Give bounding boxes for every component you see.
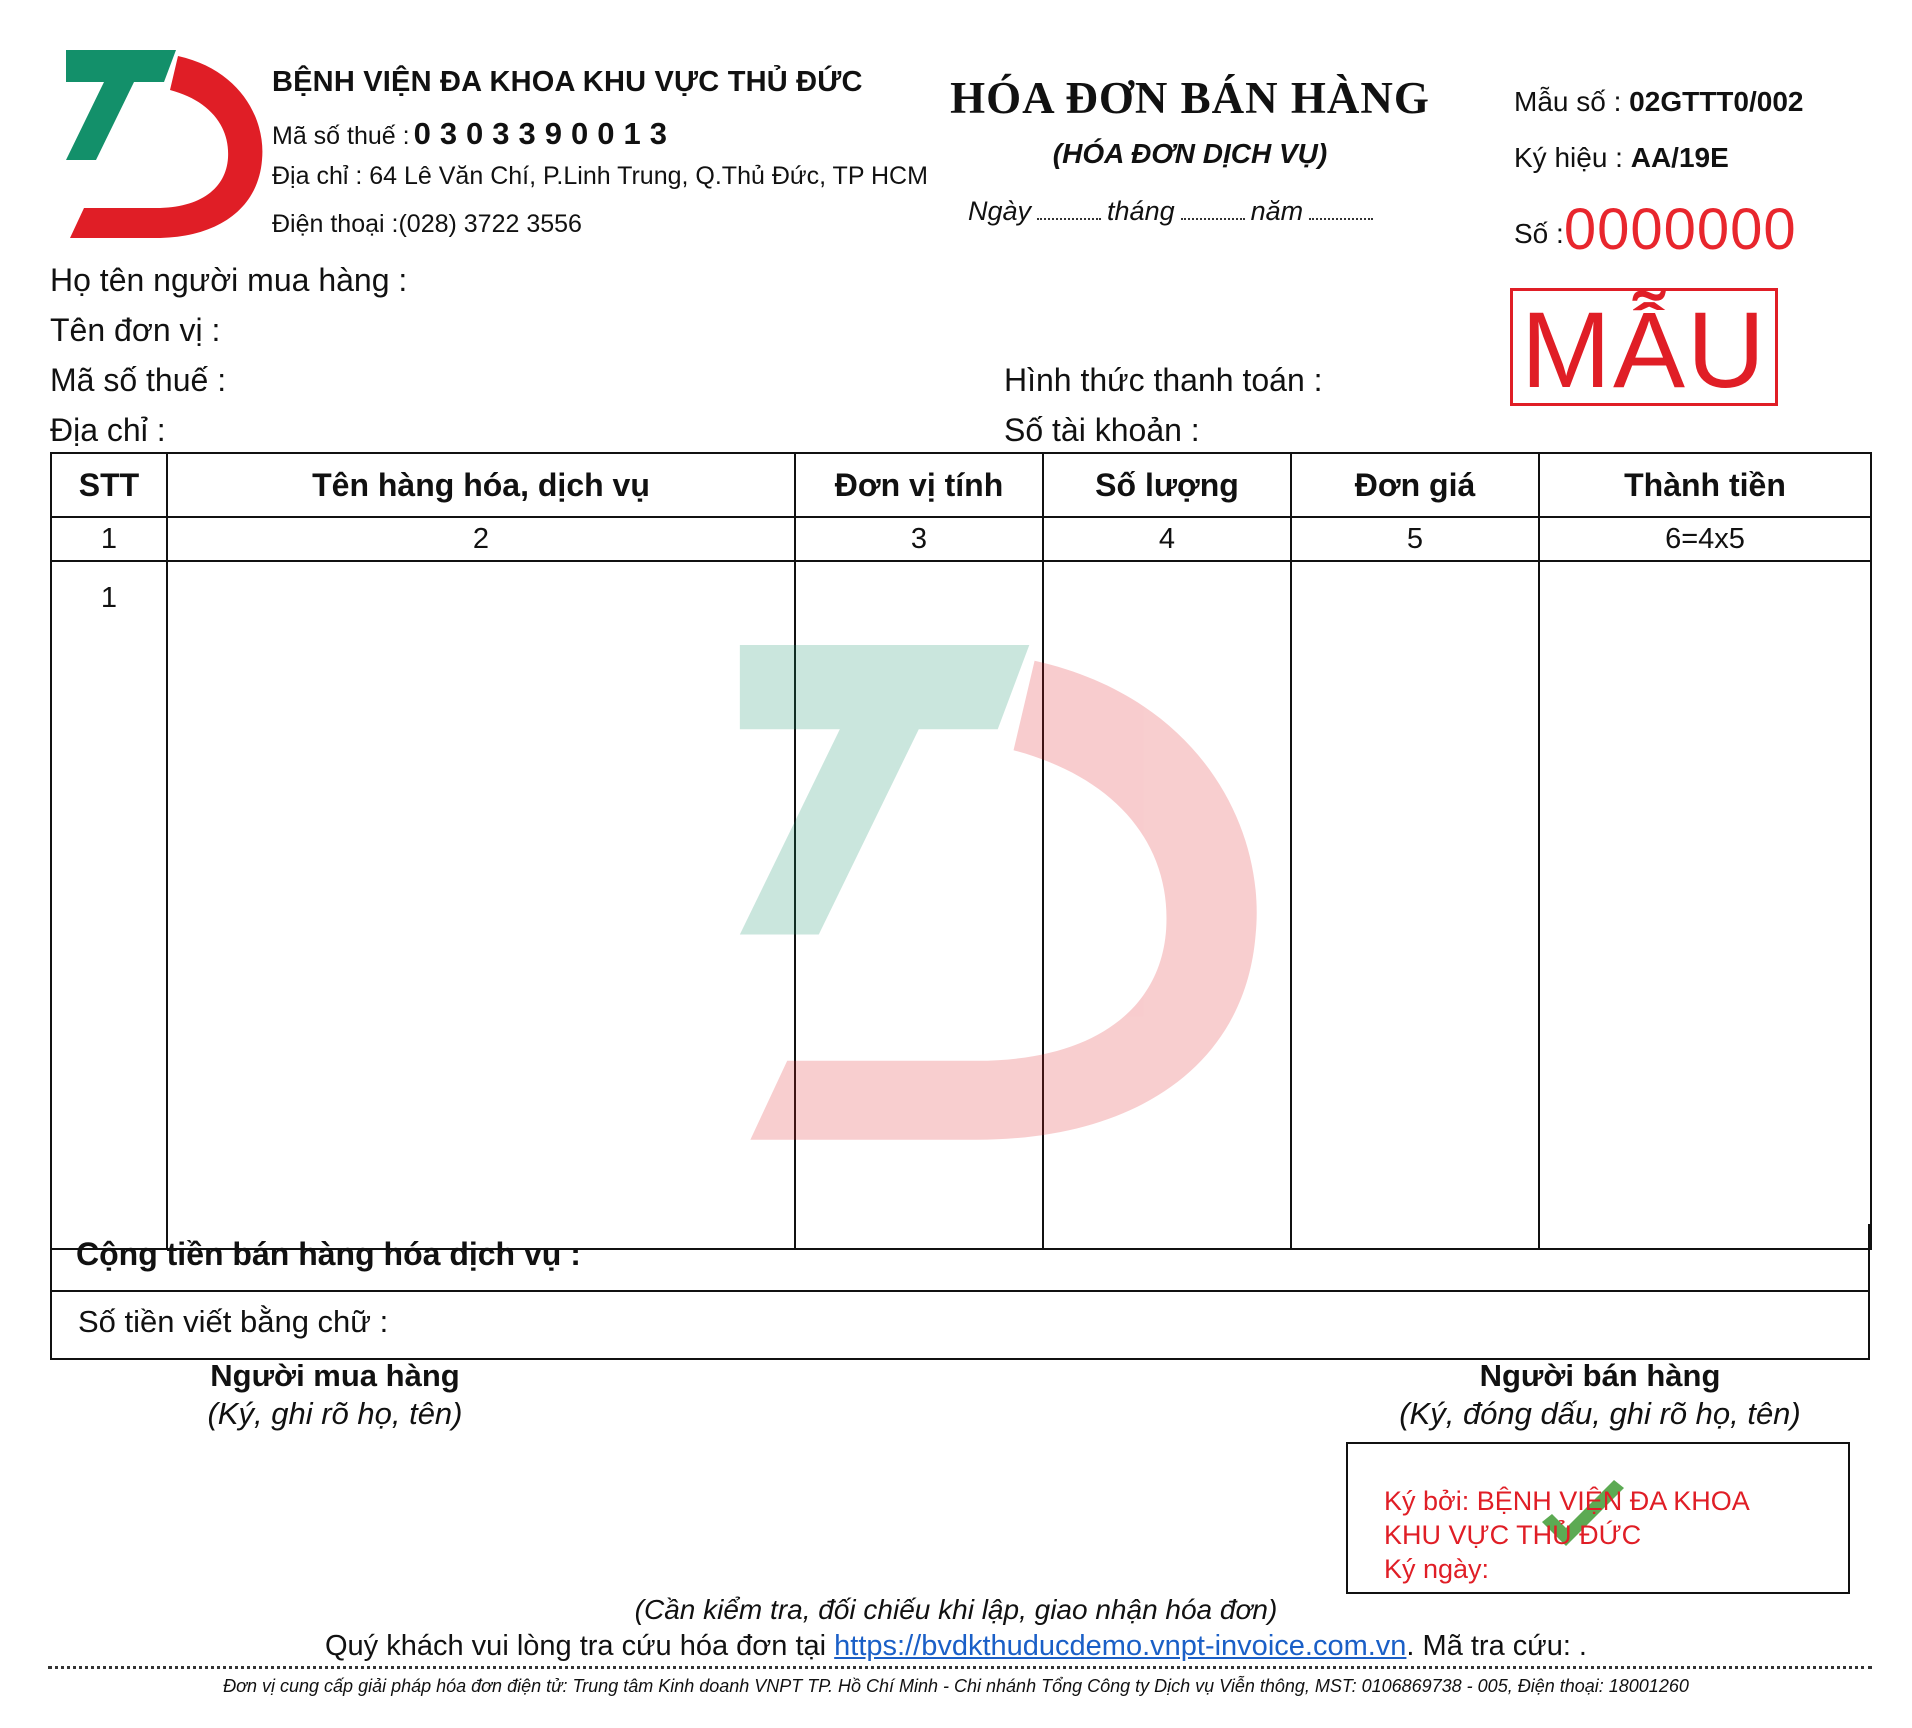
- lookup-suffix: . Mã tra cứu: .: [1406, 1630, 1587, 1662]
- date-day-label: Ngày: [968, 196, 1032, 226]
- lookup-prefix: Quý khách vui lòng tra cứu hóa đơn tại: [325, 1630, 827, 1662]
- seller-signature-note: (Ký, đóng dấu, ghi rõ họ, tên): [1399, 1396, 1801, 1431]
- invoice-subtitle: (HÓA ĐƠN DỊCH VỤ): [1052, 138, 1328, 169]
- row-item-name: [167, 561, 795, 1249]
- date-year-blank: [1309, 217, 1373, 220]
- footer-lookup-line: [0, 1630, 1912, 1663]
- invoice-date-line: [968, 196, 1379, 227]
- seller-tax: [272, 116, 676, 152]
- buyer-name-label: Họ tên người mua hàng :: [50, 262, 408, 298]
- signed-by-line1: Ký bởi: BỆNH VIỆN ĐA KHOA: [1384, 1486, 1750, 1516]
- buyer-tax-label: Mã số thuế :: [50, 362, 227, 398]
- header-unit: Đơn vị tính: [795, 453, 1043, 517]
- index-cell: 3: [795, 517, 1043, 561]
- seller-signature-title: Người bán hàng: [1479, 1358, 1721, 1393]
- symbol-value: AA/19E: [1630, 142, 1729, 173]
- totals-divider: [52, 1290, 1868, 1292]
- index-cell: 4: [1043, 517, 1291, 561]
- seller-address: Địa chỉ : 64 Lê Văn Chí, P.Linh Trung, Q.Thủ Đức, TP HCM: [272, 162, 928, 190]
- footer-divider: [48, 1666, 1872, 1669]
- seller-phone: Điện thoại :(028) 3722 3556: [272, 210, 582, 238]
- table-row: [51, 561, 1871, 1249]
- seller-tax-code: 0303390013: [413, 116, 676, 151]
- form-number: [1514, 86, 1803, 118]
- digital-signature-box: [1346, 1442, 1850, 1594]
- header-stt: STT: [51, 453, 167, 517]
- signed-by-line2: KHU VỰC THỦ ĐỨC: [1384, 1520, 1642, 1550]
- totals-box: [50, 1224, 1870, 1360]
- goods-table: [50, 452, 1872, 1250]
- row-unit-price: [1291, 561, 1539, 1249]
- header-amount: Thành tiền: [1539, 453, 1871, 517]
- buyer-signature-title: Người mua hàng: [210, 1358, 460, 1393]
- number-label: Số :: [1514, 218, 1564, 249]
- buyer-unit-label: Tên đơn vị :: [50, 312, 221, 348]
- form-value: 02GTTT0/002: [1629, 86, 1804, 117]
- footer-check-note: (Cần kiểm tra, đối chiếu khi lập, giao nhận hóa đơn): [634, 1594, 1278, 1625]
- row-quantity: [1043, 561, 1291, 1249]
- index-cell: 1: [51, 517, 167, 561]
- seller-tax-label: Mã số thuế :: [272, 122, 410, 150]
- index-cell: 6=4x5: [1539, 517, 1871, 561]
- signed-date-label: Ký ngày:: [1384, 1554, 1490, 1584]
- symbol-label: Ký hiệu :: [1514, 142, 1623, 173]
- date-month-blank: [1181, 217, 1245, 220]
- row-amount: [1539, 561, 1871, 1249]
- invoice-symbol: [1514, 142, 1729, 174]
- form-label: Mẫu số :: [1514, 86, 1622, 117]
- row-stt: 1: [51, 561, 167, 1249]
- header-unit-price: Đơn giá: [1291, 453, 1539, 517]
- buyer-address-label: Địa chỉ :: [50, 412, 166, 448]
- date-year-label: năm: [1250, 196, 1304, 226]
- header-quantity: Số lượng: [1043, 453, 1291, 517]
- amount-in-words-label: Số tiền viết bằng chữ :: [78, 1304, 389, 1339]
- sample-stamp: MẪU: [1510, 288, 1778, 406]
- account-number-label: Số tài khoản :: [1004, 412, 1200, 448]
- payment-method-label: Hình thức thanh toán :: [1004, 362, 1323, 398]
- seller-name: BỆNH VIỆN ĐA KHOA KHU VỰC THỦ ĐỨC: [272, 66, 863, 98]
- buyer-signature-note: (Ký, ghi rõ họ, tên): [207, 1396, 463, 1431]
- lookup-link[interactable]: https://bvdkthuducdemo.vnpt-invoice.com.vn: [834, 1630, 1407, 1662]
- table-header-row: [51, 453, 1871, 517]
- invoice-number: [1514, 196, 1797, 263]
- date-day-blank: [1037, 217, 1101, 220]
- row-unit: [795, 561, 1043, 1249]
- header-item-name: Tên hàng hóa, dịch vụ: [167, 453, 795, 517]
- date-month-label: tháng: [1107, 196, 1175, 226]
- index-cell: 2: [167, 517, 795, 561]
- invoice-title: HÓA ĐƠN BÁN HÀNG: [950, 73, 1430, 123]
- number-value: 0000000: [1563, 197, 1797, 262]
- total-amount-label: Cộng tiền bán hàng hóa dịch vụ :: [76, 1236, 581, 1272]
- column-index-row: [51, 517, 1871, 561]
- provider-info: Đơn vị cung cấp giải pháp hóa đơn điện tử: Trung tâm Kinh doanh VNPT TP. Hồ Chí Minh - Chi nhánh Tổng Công ty Dịch vụ Viễn thông, MST: 0106869738 - 005, Điện thoại: 18001260: [223, 1676, 1689, 1696]
- index-cell: 5: [1291, 517, 1539, 561]
- hospital-logo: [66, 50, 266, 240]
